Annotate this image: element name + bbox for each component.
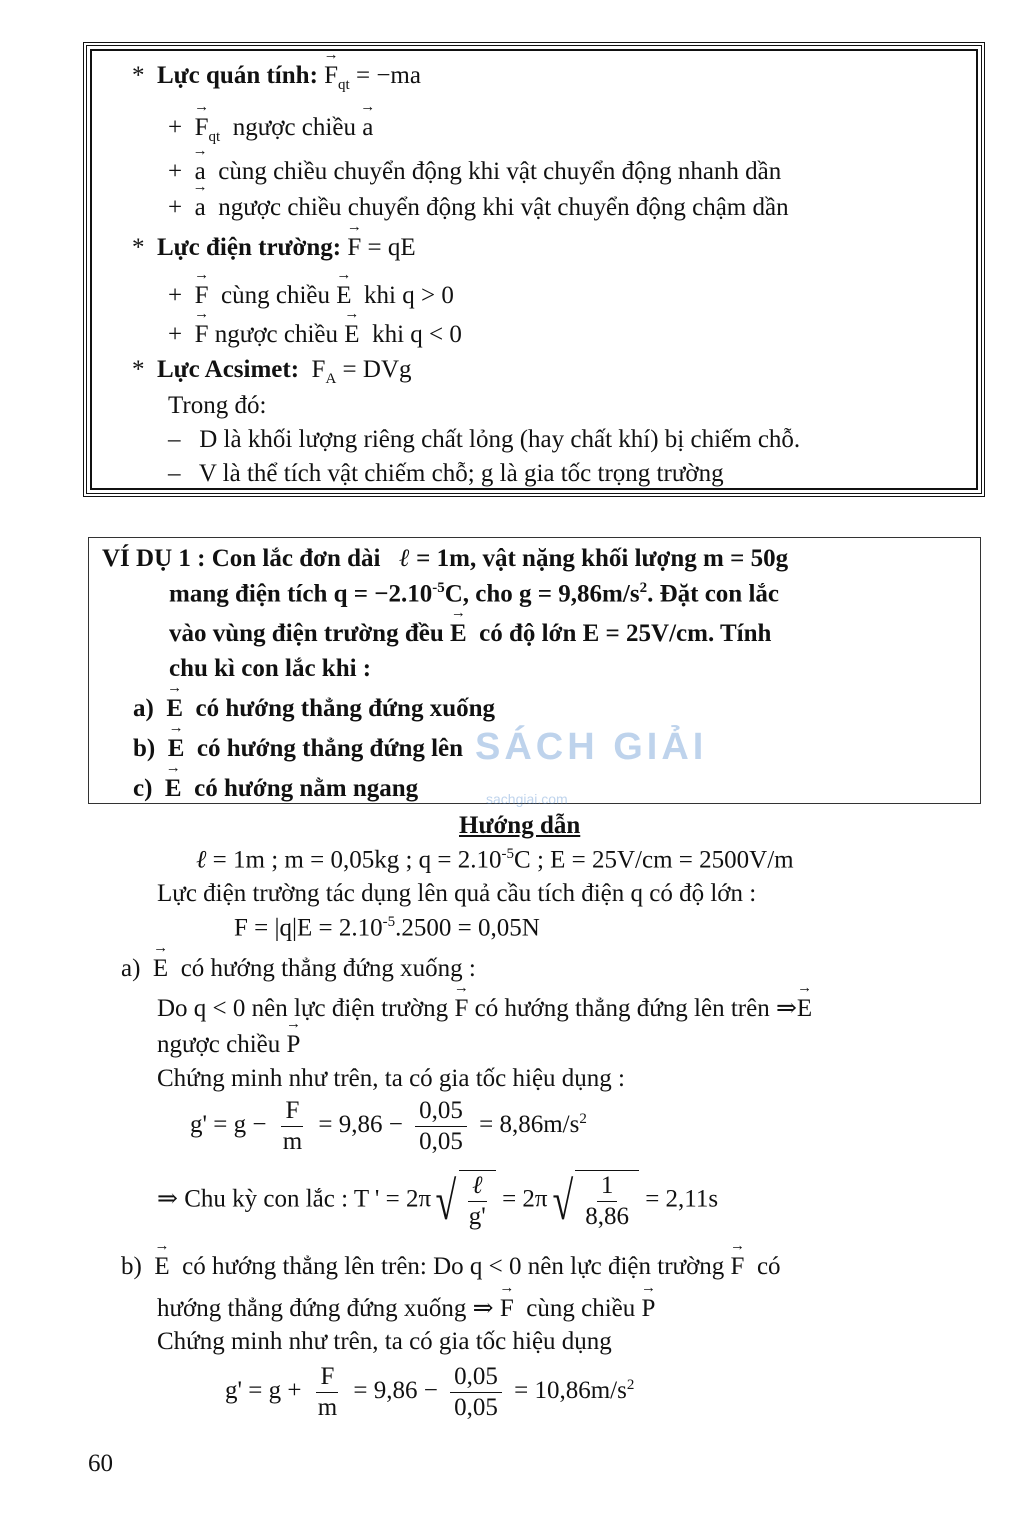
- guide-given: ℓ = 1m ; m = 0,05kg ; $q = 2.10^{-5}C$ ; E = 25V/cm = 2500V/m: [196, 846, 794, 874]
- example-case-a: a) → E có hướng thẳng đứng xuống: [133, 695, 495, 723]
- example-line-2: mang điện tích $q = -2.10^{-5}C$, cho $g = 9,86m/s^2$. Đặt con lắc: [169, 580, 779, 608]
- line-volume: – V là thể tích vật chiếm chỗ; g là gia tốc trọng trường: [168, 460, 724, 487]
- watermark-logo: SÁCH GIẢI: [475, 726, 708, 768]
- guide-case-a-title: a) → E có hướng thẳng đứng xuống :: [121, 955, 476, 983]
- guide-case-a-line-2: ngược chiều → P: [157, 1031, 300, 1059]
- guide-case-b-line-2: Chứng minh như trên, ta có gia tốc hiệu dụng: [157, 1328, 612, 1355]
- guide-line-2: Lực điện trường tác dụng lên quả cầu tích điện q có độ lớn :: [157, 880, 757, 907]
- guide-case-a-line-1: Do q < 0 nên lực điện trường → F có hướng thẳng đứng lên trên ⇒→ E: [157, 993, 812, 1023]
- example-line-1: VÍ DỤ 1 : Con lắc đơn dài ℓ = 1m, vật nặng khối lượng m = 50g: [102, 545, 789, 572]
- line-electric-1: + → F cùng chiều → E khi q > 0: [168, 282, 454, 310]
- formula-period: ⇒ Chu kỳ con lắc : T ' = 2π √ $\frac{\text{ℓ}}{g'}$ = 2π √ $\frac{1}{8,86}$ = 2,11s: [157, 1171, 719, 1231]
- line-inertial-1: + → $F_{qt}$ ngược chiều → a: [168, 114, 373, 146]
- line-inertial-force: * Lực quán tính: → $F_{qt} = -ma$: [132, 62, 421, 94]
- guide-case-b-line-1: hướng thẳng đứng đứng xuống ⇒ → F cùng chiều → P: [157, 1293, 655, 1323]
- guide-case-b-title: b) → E có hướng thẳng lên trên: Do q < 0 nên lực điện trường → F có: [121, 1253, 781, 1281]
- guide-force-value: $F = |q|E = 2.10^{-5}.2500 = 0,05N$: [234, 914, 540, 942]
- watermark-url: sachgiai.com: [486, 791, 568, 807]
- guide-heading: Hướng dẫn: [459, 812, 581, 839]
- example-case-c: c) → E có hướng nằm ngang: [133, 775, 418, 803]
- line-density: – D là khối lượng riêng chất lỏng (hay chất khí) bị chiếm chỗ.: [168, 426, 801, 453]
- line-electric-force: * Lực điện trường: → F = qE: [132, 234, 416, 262]
- line-inertial-2: + → a cùng chiều chuyển động khi vật chuyển động nhanh dần: [168, 158, 781, 186]
- example-line-4: chu kì con lắc khi :: [169, 655, 372, 682]
- line-where: Trong đó:: [168, 392, 267, 419]
- page-number: 60: [88, 1450, 113, 1477]
- line-archimedes: * Lực Acsimet: $F_A$ = DVg: [132, 356, 412, 387]
- line-inertial-3: + → a ngược chiều chuyển động khi vật chuyển động chậm dần: [168, 194, 789, 222]
- formula-g-prime-a: g' = g − $\frac{F}{m}$ = 9,86 − $\frac{0,05}{0,05}$ = $8,86m/s^2$: [190, 1097, 587, 1155]
- formula-g-prime-b: g' = g + $\frac{F}{m}$ = 9,86 − $\frac{0,05}{0,05}$ = $10,86m/s^2$: [225, 1363, 635, 1421]
- example-line-3: vào vùng điện trường đều → E có độ lớn E = 25V/cm. Tính: [169, 620, 771, 648]
- line-electric-2: + → F ngược chiều → E khi q < 0: [168, 321, 462, 349]
- guide-case-a-line-3: Chứng minh như trên, ta có gia tốc hiệu dụng :: [157, 1065, 625, 1092]
- example-case-b: b) → E có hướng thẳng đứng lên: [133, 735, 463, 763]
